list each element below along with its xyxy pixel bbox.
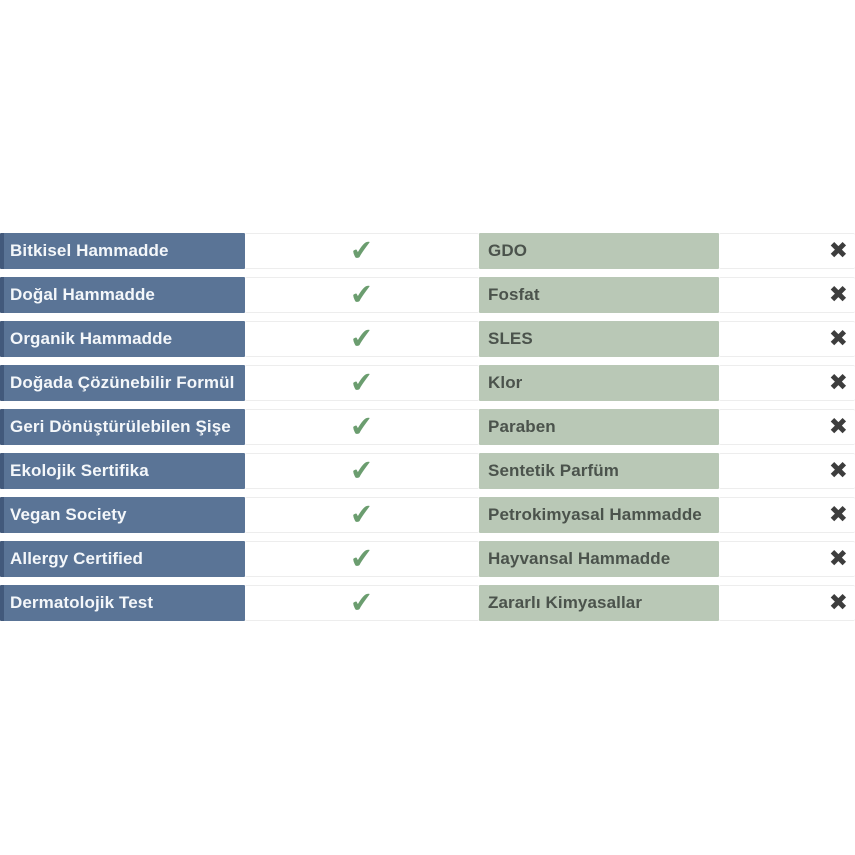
avoided-status-cell <box>719 233 855 269</box>
feature-status-cell <box>245 453 479 489</box>
cross-icon: ✖ <box>828 281 848 308</box>
check-icon: ✔ <box>349 453 375 488</box>
check-icon: ✔ <box>349 585 375 620</box>
check-icon: ✔ <box>349 365 375 400</box>
feature-status-cell <box>245 365 479 401</box>
feature-status-cell <box>245 277 479 313</box>
cross-icon: ✖ <box>828 501 848 528</box>
avoided-ingredient-label: SLES <box>488 329 533 348</box>
avoided-ingredient-cell <box>479 233 719 269</box>
check-icon: ✔ <box>349 321 375 356</box>
avoided-ingredient-cell <box>479 365 719 401</box>
check-icon: ✔ <box>349 541 375 576</box>
check-icon: ✔ <box>349 409 375 444</box>
avoided-status-cell <box>719 585 855 621</box>
feature-label: Vegan Society <box>10 505 127 524</box>
avoided-status-cell <box>719 453 855 489</box>
feature-label: Allergy Certified <box>10 549 144 568</box>
avoided-ingredient-label: GDO <box>488 241 528 260</box>
avoided-ingredient-label: Klor <box>488 373 523 392</box>
table-row <box>0 277 855 313</box>
avoided-ingredient-cell <box>479 409 719 445</box>
feature-label: Ekolojik Sertifika <box>10 461 149 480</box>
cross-icon: ✖ <box>828 413 848 440</box>
cross-icon: ✖ <box>828 237 848 264</box>
feature-status-cell <box>245 541 479 577</box>
avoided-ingredient-cell <box>479 585 719 621</box>
feature-status-cell <box>245 585 479 621</box>
feature-status-cell <box>245 497 479 533</box>
avoided-ingredient-label: Paraben <box>488 417 556 436</box>
table-row <box>0 409 855 445</box>
cross-icon: ✖ <box>828 545 848 572</box>
feature-label: Organik Hammadde <box>10 329 173 348</box>
cross-icon: ✖ <box>828 369 848 396</box>
feature-cell <box>0 585 245 621</box>
feature-cell <box>0 541 245 577</box>
avoided-status-cell <box>719 365 855 401</box>
feature-cell <box>0 321 245 357</box>
avoided-status-cell <box>719 541 855 577</box>
feature-cell <box>0 453 245 489</box>
cross-icon: ✖ <box>828 457 848 484</box>
cross-icon: ✖ <box>828 589 848 616</box>
check-icon: ✔ <box>349 277 375 312</box>
avoided-ingredient-cell <box>479 541 719 577</box>
avoided-ingredient-label: Hayvansal Hammadde <box>488 549 671 568</box>
feature-label: Doğada Çözünebilir Formül <box>10 373 235 392</box>
avoided-ingredient-cell <box>479 453 719 489</box>
table-row <box>0 453 855 489</box>
avoided-status-cell <box>719 277 855 313</box>
avoided-ingredient-cell <box>479 277 719 313</box>
feature-cell <box>0 277 245 313</box>
table-row <box>0 541 855 577</box>
feature-cell <box>0 233 245 269</box>
feature-status-cell <box>245 321 479 357</box>
feature-cell <box>0 497 245 533</box>
check-icon: ✔ <box>349 497 375 532</box>
feature-label: Bitkisel Hammadde <box>10 241 169 260</box>
avoided-ingredient-cell <box>479 321 719 357</box>
avoided-status-cell <box>719 497 855 533</box>
table-row <box>0 365 855 401</box>
feature-label: Doğal Hammadde <box>10 285 155 304</box>
cross-icon: ✖ <box>828 325 848 352</box>
avoided-status-cell <box>719 409 855 445</box>
avoided-ingredient-cell <box>479 497 719 533</box>
avoided-ingredient-label: Petrokimyasal Hammadde <box>488 505 702 524</box>
feature-status-cell <box>245 409 479 445</box>
check-icon: ✔ <box>349 233 375 268</box>
product-comparison-table <box>0 233 855 629</box>
avoided-ingredient-label: Fosfat <box>488 285 540 304</box>
feature-status-cell <box>245 233 479 269</box>
avoided-ingredient-label: Zararlı Kimyasallar <box>488 593 643 612</box>
table-row <box>0 497 855 533</box>
feature-cell <box>0 409 245 445</box>
table-row <box>0 585 855 621</box>
avoided-ingredient-label: Sentetik Parfüm <box>488 461 619 480</box>
table-row <box>0 321 855 357</box>
feature-label: Dermatolojik Test <box>10 593 154 612</box>
feature-cell <box>0 365 245 401</box>
feature-label: Geri Dönüştürülebilen Şişe <box>10 417 231 436</box>
avoided-status-cell <box>719 321 855 357</box>
table-row <box>0 233 855 269</box>
